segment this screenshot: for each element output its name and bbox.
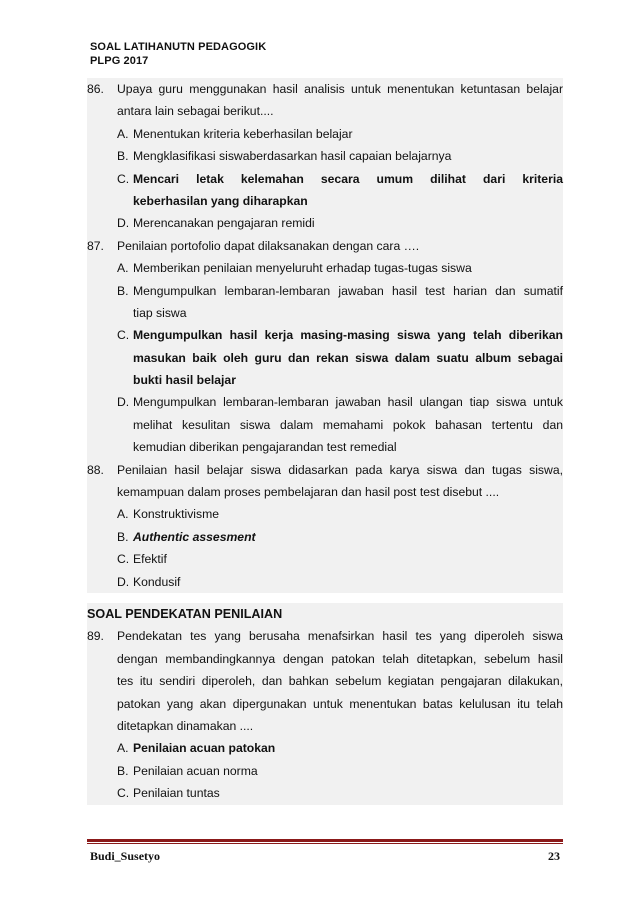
option-87-b [87,280,563,302]
option-label: C. [117,328,130,343]
question-87-line-1 [87,235,563,257]
option-86-d [87,212,563,234]
option-text: Penilaian tuntas [133,786,220,801]
option-87-c-cont2 [87,369,563,391]
option-86-c [87,168,563,190]
question-text: kemampuan dalam proses pembelajaran dan hasil post test disebut .... [117,485,500,500]
question-89-line-4 [87,693,563,715]
question-text: Pendekatan tes yang berusaha menafsirkan hasil tes yang diperoleh siswa [117,629,563,644]
question-text: Penilaian portofolio dapat dilaksanakan dengan cara …. [117,238,420,253]
option-label: D. [117,574,130,589]
option-label: C. [117,171,130,186]
question-86-line-2 [87,100,563,122]
option-text: kemudian diberikan pengajarandan test remedial [133,440,397,455]
question-number: 87. [87,238,104,253]
option-88-a [87,503,563,525]
question-number: 86. [87,82,104,96]
option-86-c-cont [87,190,563,212]
option-text: Mencari letak kelemahan secara umum dilihat dari kriteria [133,171,563,186]
question-text: tes itu sendiri diperoleh, dan bahkan sebelum kegiatan pengajaran dilakukan, [117,674,563,689]
option-text: melihat kesulitan siswa dalam memahami pokok bahasan tertentu dan [133,417,563,432]
option-label: C. [117,786,130,801]
question-88-line-1 [87,459,563,481]
option-88-b [87,526,563,548]
header-subtitle: PLPG 2017 [90,55,149,67]
option-label: A. [117,126,129,141]
option-text: Mengumpulkan hasil kerja masing-masing siswa yang telah diberikan [133,328,563,343]
option-label: A. [117,261,129,276]
option-text: Mengumpulkan lembaran-lembaran jawaban hasil test harian dan sumatif [133,283,563,298]
option-text: Memberikan penilaian menyeluruht erhadap tugas-tugas siswa [133,261,472,276]
option-label: D. [117,395,130,410]
question-number: 89. [87,629,104,644]
option-label: B. [117,763,129,778]
option-89-a [87,737,563,759]
option-text: masukan baik oleh guru dan rekan siswa dalam suatu album sebagai [133,350,563,365]
option-text: Penilaian acuan patokan [133,741,276,756]
question-text: Upaya guru menggunakan hasil analisis untuk menentukan ketuntasan belajar [117,82,563,96]
option-text: Kondusif [133,574,181,589]
option-label: A. [117,741,129,756]
option-87-a [87,257,563,279]
option-label: B. [117,149,129,164]
option-text: bukti hasil belajar [133,373,236,388]
question-text: Penilaian hasil belajar siswa didasarkan pada karya siswa dan tugas siswa, [117,462,563,477]
question-89-line-1 [87,625,563,647]
question-89-line-5 [87,715,563,737]
question-number: 88. [87,462,104,477]
option-text: Efektif [133,552,167,567]
option-label: D. [117,216,130,231]
section-spacer [87,593,563,603]
option-text: Mengumpulkan lembaran-lembaran jawaban hasil ulangan tiap siswa untuk [133,395,563,410]
question-text: dengan membandingkannya dengan patokan telah ditetapkan, sebelum hasil [117,651,563,666]
section-title-row [87,603,563,625]
question-text: antara lain sebagai berikut.... [117,104,274,119]
option-label: B. [117,283,129,298]
option-87-c-cont [87,347,563,369]
option-text: Authentic assesment [133,529,256,544]
footer-author: Budi_Susetyo [90,849,161,863]
option-89-c [87,782,563,804]
option-87-d [87,391,563,413]
option-text: keberhasilan yang diharapkan [133,193,308,208]
option-text: Konstruktivisme [133,507,220,522]
option-88-c [87,548,563,570]
option-label: C. [117,552,130,567]
section-title: SOAL PENDEKATAN PENILAIAN [87,606,283,621]
option-87-d-cont [87,414,563,436]
option-text: Menentukan kriteria keberhasilan belajar [133,126,353,141]
option-text: tiap siswa [133,305,187,320]
footer-page-number: 23 [548,849,560,863]
question-text: patokan yang akan dipergunakan untuk menentukan batas kelulusan itu telah [117,696,563,711]
question-text: ditetapkan dinamakan .... [117,718,254,733]
option-86-a [87,123,563,145]
document-body [87,78,563,805]
footer-divider [87,839,563,842]
option-87-c [87,324,563,346]
option-86-b [87,145,563,167]
option-88-d [87,571,563,593]
option-87-b-cont [87,302,563,324]
question-86-line-1 [87,78,563,100]
option-text: Merencanakan pengajaran remidi [133,216,315,231]
option-89-b [87,760,563,782]
footer-divider-thin [87,843,563,844]
option-label: B. [117,529,129,544]
option-text: Penilaian acuan norma [133,763,258,778]
option-text: Mengklasifikasi siswaberdasarkan hasil capaian belajarnya [133,149,452,164]
question-89-line-2 [87,648,563,670]
option-label: A. [117,507,129,522]
question-89-line-3 [87,670,563,692]
question-88-line-2 [87,481,563,503]
header-title: SOAL LATIHANUTN PEDAGOGIK [90,41,267,53]
option-87-d-cont2 [87,436,563,458]
